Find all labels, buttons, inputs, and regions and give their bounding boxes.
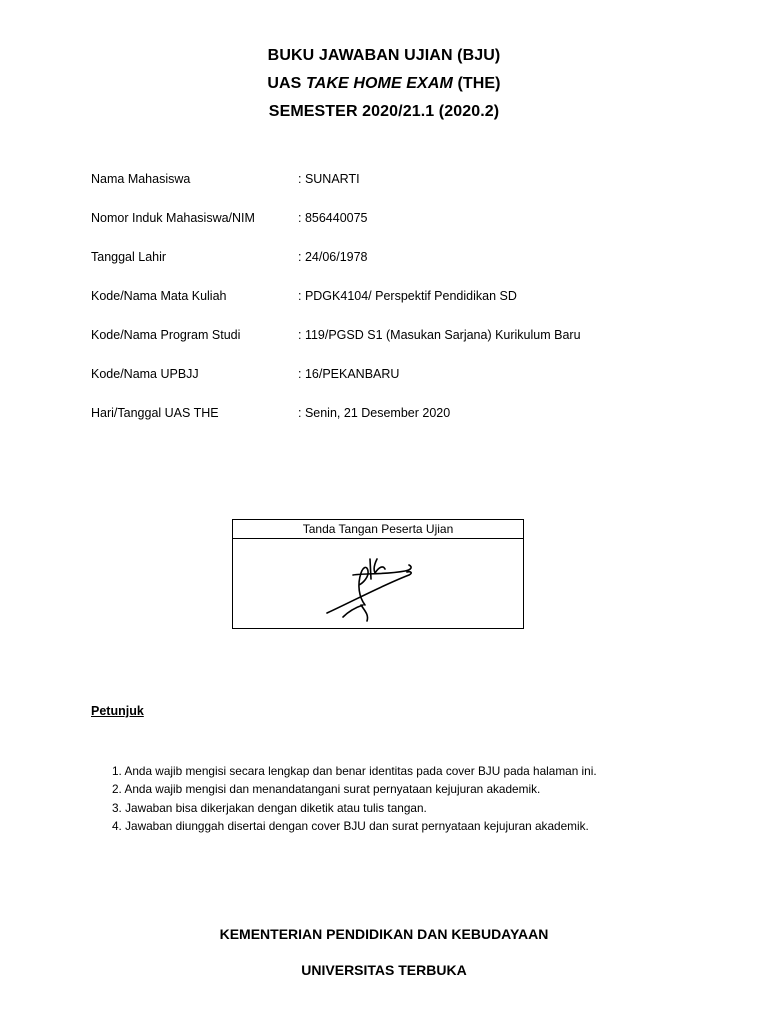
footer-institution: [0, 916, 768, 988]
identity-label: Kode/Nama Program Studi: [91, 328, 241, 342]
identity-label: Nomor Induk Mahasiswa/NIM: [91, 211, 255, 225]
identity-value: : Senin, 21 Desember 2020: [298, 406, 451, 420]
identity-row: [91, 250, 581, 289]
identity-value: : 119/PGSD S1 (Masukan Sarjana) Kurikulum Baru: [298, 328, 581, 342]
identity-table: [91, 172, 581, 445]
title-line-1: BUKU JAWABAN UJIAN (BJU): [267, 47, 501, 64]
footer-ministry: KEMENTERIAN PENDIDIKAN DAN KEBUDAYAAN: [219, 926, 549, 942]
identity-label: Kode/Nama Mata Kuliah: [91, 289, 227, 303]
signature-box-title: Tanda Tangan Peserta Ujian: [233, 520, 523, 539]
list-item: 1. Anda wajib mengisi secara lengkap dan benar identitas pada cover BJU pada halaman ini.: [112, 764, 597, 778]
identity-label: Tanggal Lahir: [91, 250, 167, 264]
document-title: [0, 42, 768, 126]
signature-area: [233, 539, 523, 629]
identity-row: [91, 211, 581, 250]
identity-value: : 24/06/1978: [298, 250, 368, 264]
identity-label: Hari/Tanggal UAS THE: [91, 406, 219, 420]
title-line-3: SEMESTER 2020/21.1 (2020.2): [268, 103, 500, 120]
identity-row: [91, 406, 581, 445]
identity-row: [91, 328, 581, 367]
instructions-heading: Petunjuk: [91, 704, 144, 718]
title-line-2-italic: TAKE HOME EXAM: [306, 75, 453, 92]
title-line-2: [0, 70, 768, 98]
identity-label: Kode/Nama UPBJJ: [91, 367, 199, 381]
list-item: 2. Anda wajib mengisi dan menandatangani surat pernyataan kejujuran akademik.: [112, 782, 541, 797]
identity-value: : 856440075: [298, 211, 368, 225]
signature-box: [232, 519, 524, 629]
identity-row: [91, 289, 581, 328]
title-line-2-prefix: UAS: [267, 75, 307, 92]
identity-value: : 16/PEKANBARU: [298, 367, 400, 381]
identity-value: : SUNARTI: [298, 172, 360, 186]
identity-row: [91, 172, 581, 211]
footer-university: UNIVERSITAS TERBUKA: [301, 962, 467, 978]
title-line-2-suffix: (THE): [452, 75, 501, 92]
signature-icon: [313, 545, 453, 627]
instructions-list: [112, 762, 597, 835]
list-item: 3. Jawaban bisa dikerjakan dengan diketik atau tulis tangan.: [112, 800, 427, 815]
identity-value: : PDGK4104/ Perspektif Pendidikan SD: [298, 289, 517, 303]
list-item: 4. Jawaban diunggah disertai dengan cover BJU dan surat pernyataan kejujuran akademik.: [112, 818, 589, 833]
identity-label: Nama Mahasiswa: [91, 172, 191, 186]
identity-row: [91, 367, 581, 406]
